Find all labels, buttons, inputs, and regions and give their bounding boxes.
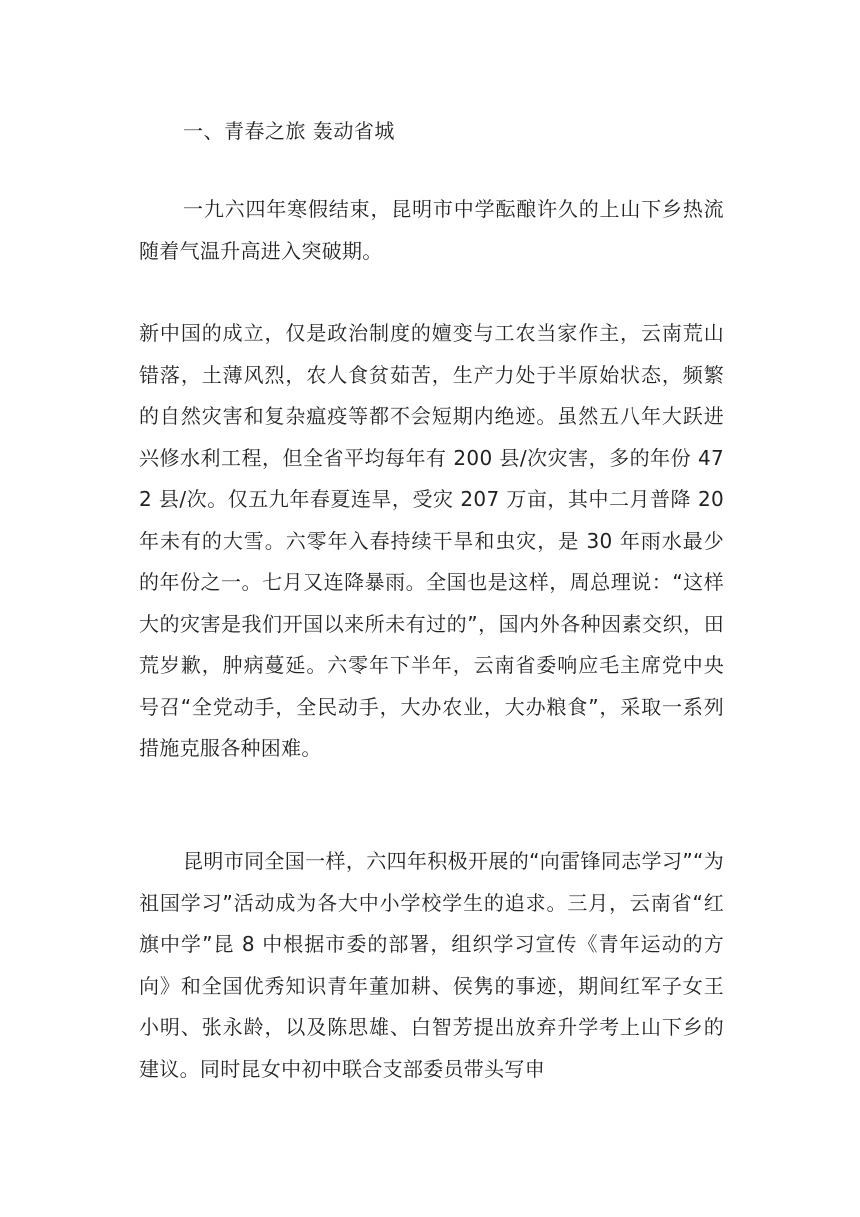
paragraph: 新中国的成立，仅是政治制度的嬗变与工农当家作主，云南荒山错落，土薄风烈，农人食贫茹苦，生产力处于半原始状态，频繁的自然灾害和复杂瘟疫等都不会短期内绝迹。虽然五八年大跃进兴修水利工程，但全省平均每年有 200 县/次灾害，多的年份 472 县/次。仅五九年春夏连旱，受灾 207 万亩，其中二月普降 20 年未有的大雪。六零年入春持续干旱和虫灾，是 30 年雨水最少的年份之一。七月又连降暴雨。全国也是这样，周总理说：“这样大的灾害是我们开国以来所未有过的”，国内外各种因素交织，田荒岁歉，肿病蔓延。六零年下半年，云南省委响应毛主席党中央号召“全党动手，全民动手，大办农业，大办粮食”，采取一系列措施克服各种困难。 (139, 321, 724, 760)
paragraph: 昆明市同全国一样，六四年积极开展的“向雷锋同志学习”“为祖国学习”活动成为各大中小学校学生的追求。三月，云南省“红旗中学”昆 8 中根据市委的部署，组织学习宣传《青年运动的方向》和全国优秀知识青年董加耕、侯隽的事迹，期间红军子女王小明、张永龄，以及陈思雄、白智芳提出放弃升学考上山下乡的建议。同时昆女中初中联合支部委员带头写申 (139, 849, 724, 1081)
paragraph: 一九六四年寒假结束，昆明市中学酝酿许久的上山下乡热流随着气温升高进入突破期。 (139, 197, 724, 263)
section-heading: 一、青春之旅 轰动省城 (183, 119, 395, 143)
